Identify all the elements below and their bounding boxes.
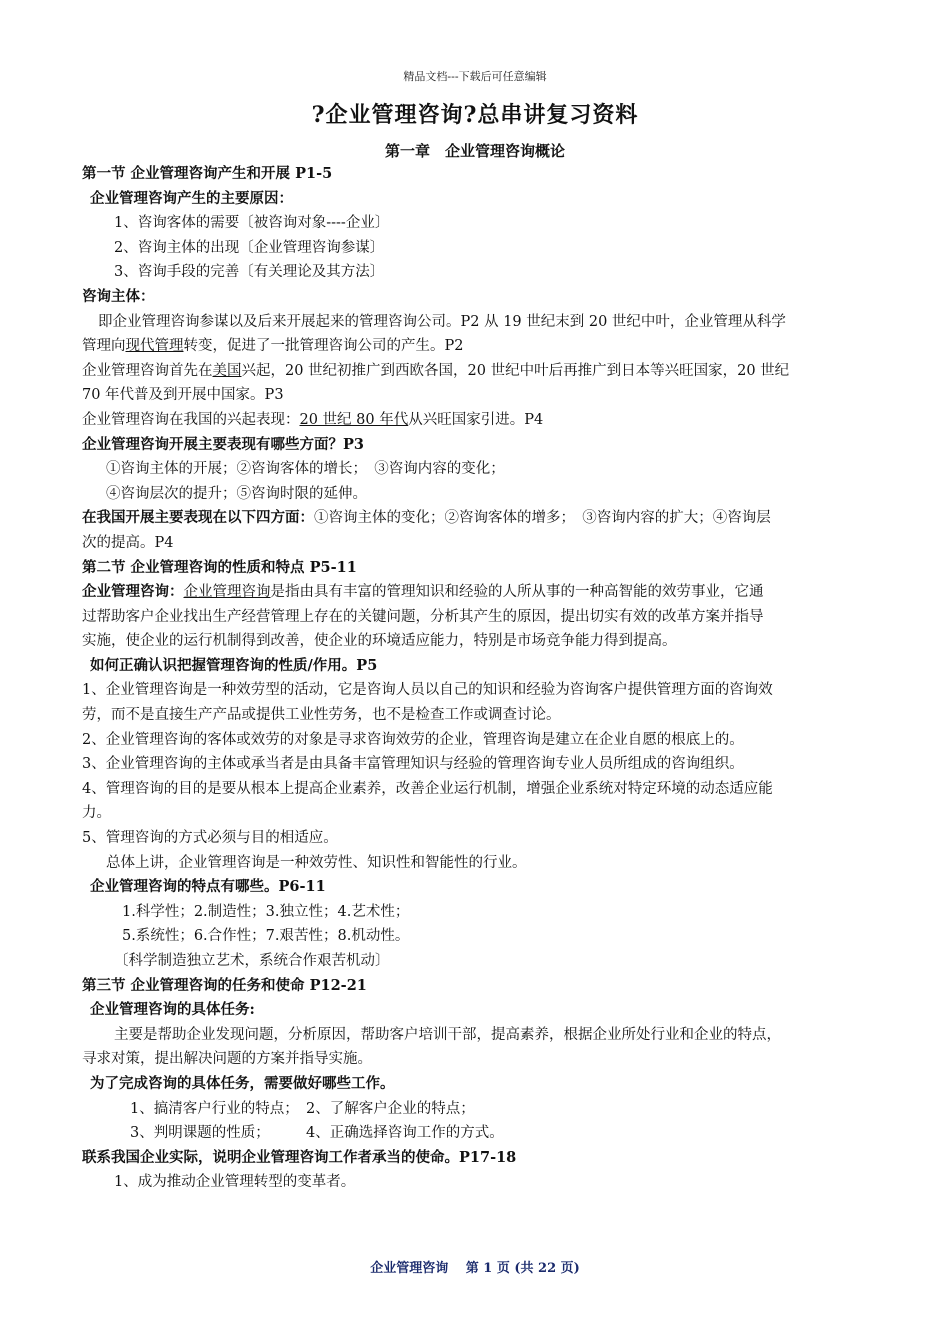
text-span: 企业管理咨询首先在 [82,362,213,379]
section-heading-1: 第一节 企业管理咨询产生和开展 P1-5 [82,165,333,182]
work-items: 1、搞清客户行业的特点； 2、了解客户企业的特点； [130,1100,475,1117]
text-span: 企业管理咨询在我国的兴起表现： [82,411,300,428]
development-items: ④咨询层次的提升；⑤咨询时限的延伸。 [106,485,367,502]
development-items: ①咨询主体的开展；②咨询客体的增长； ③咨询内容的变化； [106,461,505,478]
reason-item: 2、咨询主体的出现〔企业管理咨询参谋〕 [114,239,385,256]
question-origin: 企业管理咨询产生的主要原因： [90,189,293,207]
question-development: 企业管理咨询开展主要表现有哪些方面？P3 [82,435,364,453]
nature-item: 力。 [82,805,111,822]
feature-items: 5.系统性；6.合作性；7.艰苦性；8.机动性。 [122,928,410,945]
question-work: 为了完成咨询的具体任务，需要做好哪些工作。 [90,1074,395,1092]
bold-label: 在我国开展主要表现在以下四方面： [82,509,314,527]
work-items: 3、判明课题的性质； 4、正确选择咨询工作的方式。 [130,1125,504,1142]
china-development [82,506,882,531]
document-title: ?企业管理咨询?总串讲复习资料 [311,102,639,128]
bold-label: 企业管理咨询： [82,583,184,601]
nature-item: 劳，而不是直接生产产品或提供工业性劳务，也不是检查工作或调查讨论。 [82,707,561,724]
section-heading-3: 第三节 企业管理咨询的任务和使命 P12-21 [82,976,367,994]
paragraph-line: 寻求对策，提出解决问题的方案并指导实施。 [82,1051,372,1068]
nature-item: 5、管理咨询的方式必须与目的相适应。 [82,830,338,847]
mission-item: 1、成为推动企业管理转型的变革者。 [114,1174,356,1191]
reason-item: 1、咨询客体的需要〔被咨询对象----企业〕 [114,215,390,232]
definition-line [82,580,882,605]
page-header: 精品文档---下载后可任意编辑 [403,70,547,83]
text-span: ①咨询主体的变化；②咨询客体的增多； ③咨询内容的扩大；④咨询层 [314,510,771,527]
document-body [82,162,882,1195]
paragraph-line: 即企业管理咨询参谋以及后来开展起来的管理咨询公司。P2 从 19 世纪末到 20 世纪中叶，企业管理从科学 [98,313,786,330]
nature-item: 4、管理咨询的目的是要从根本上提高企业素养，改善企业运行机制，增强企业系统对特定环境的动态适应能 [82,780,773,797]
feature-items: 1.科学性；2.制造性；3.独立性；4.艺术性； [122,903,410,920]
text-span: 管理向 [82,338,126,355]
text-span: 是指由具有丰富的管理知识和经验的人所从事的一种高智能的效劳事业，它通 [270,584,764,601]
question-features: 企业管理咨询的特点有哪些。P6-11 [90,878,326,896]
text-span: 兴起，20 世纪初推广到西欧各国，20 世纪中叶后再推广到日本等兴旺国家，20 世纪 [241,362,790,379]
reason-item: 3、咨询手段的完善〔有关理论及其方法〕 [114,264,385,281]
chapter-heading: 第一章 企业管理咨询概论 [384,142,565,160]
underlined-term: 美国 [212,362,242,379]
paragraph-line: 70 年代普及到开展中国家。P3 [82,387,284,404]
question-tasks: 企业管理咨询的具体任务: [90,1001,255,1019]
feature-mnemonic: 〔科学制造独立艺术，系统合作艰苦机动〕 [114,953,390,969]
paragraph-line: 次的提高。P4 [82,534,174,551]
page-footer: 企业管理咨询 第 1 页 (共 22 页) [370,1261,580,1276]
text-span: 从兴旺国家引进。P4 [408,411,544,428]
question-mission: 联系我国企业实际，说明企业管理咨询工作者承当的使命。P17-18 [82,1148,517,1166]
underlined-term: 20 世纪 80 年代 [299,411,409,428]
summary-line: 总体上讲，企业管理咨询是一种效劳性、知识性和智能性的行业。 [106,854,527,871]
nature-item: 1、企业管理咨询是一种效劳型的活动，它是咨询人员以自己的知识和经验为咨询客户提供管理方面的咨询效 [82,682,773,699]
paragraph-line [82,334,882,359]
nature-item: 2、企业管理咨询的客体或效劳的对象是寻求咨询效劳的企业，管理咨询是建立在企业自愿的根底上的。 [82,731,744,748]
paragraph-line: 实施，使企业的运行机制得到改善，使企业的环境适应能力，特别是市场竞争能力得到提高。 [82,633,677,650]
paragraph-line [82,359,882,384]
underlined-term: 现代管理 [125,338,184,355]
question-nature: 如何正确认识把握管理咨询的性质/作用。P5 [90,656,378,674]
text-span: 转变，促进了一批管理咨询公司的产生。P2 [183,338,464,355]
paragraph-line: 主要是帮助企业发现问题，分析原因，帮助客户培训干部，提高素养，根据企业所处行业和企业的特点， [114,1026,781,1043]
underlined-term: 企业管理咨询 [183,584,271,601]
paragraph-line [82,408,882,433]
paragraph-line: 过帮助客户企业找出生产经营管理上存在的关键问题，分析其产生的原因，提出切实有效的改革方案并指导 [82,608,764,625]
section-heading-2: 第二节 企业管理咨询的性质和特点 P5-11 [82,558,357,576]
nature-item: 3、企业管理咨询的主体或承当者是由具备丰富管理知识与经验的管理咨询专业人员所组成的咨询组织。 [82,756,744,773]
subject-label: 咨询主体： [82,287,155,305]
